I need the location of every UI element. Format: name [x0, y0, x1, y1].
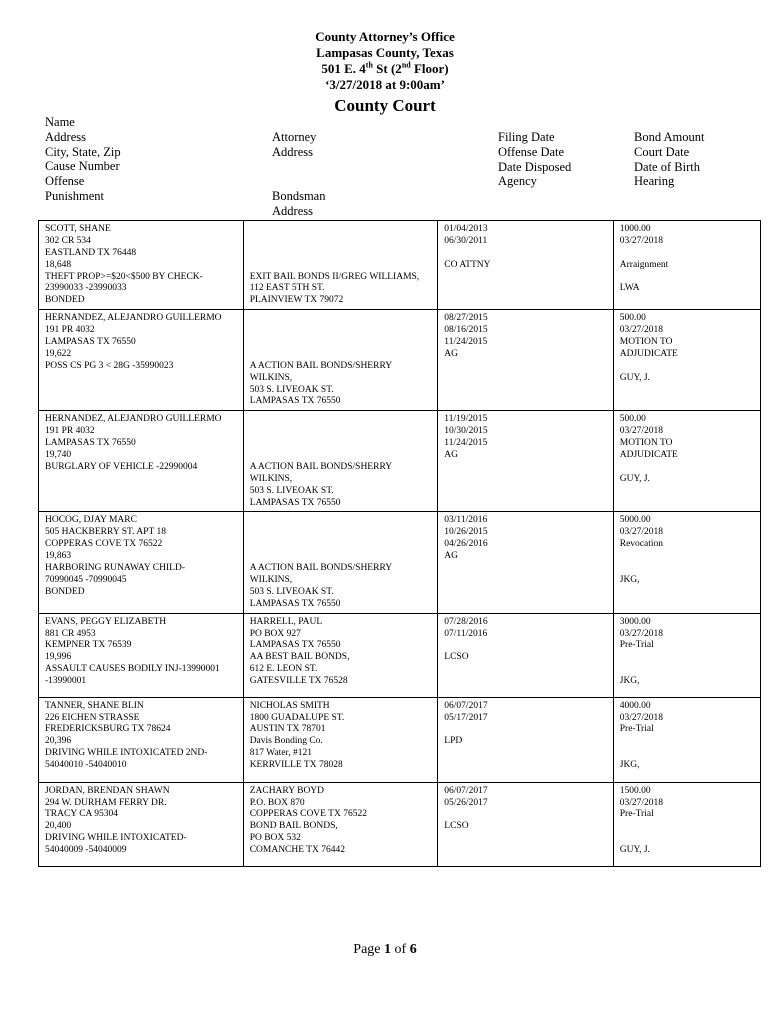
cell-line: P.O. BOX 870 [249, 797, 305, 808]
cell-line: ASSAULT CAUSES BODILY INJ-13990001 [45, 664, 220, 675]
legend-label: Filing Date [498, 130, 555, 144]
cell-line [250, 337, 432, 349]
cell-line: PO BOX 927 [249, 628, 301, 639]
defendant-cell [39, 310, 244, 411]
cell-line: COPPERAS COVE TX 76522 [45, 539, 163, 550]
cell-line: ADJUDICATE [619, 450, 678, 461]
legend-col2 [272, 130, 325, 219]
dates-agency-cell [438, 613, 613, 697]
cell-line: 06/07/2017 [444, 785, 488, 796]
legend-label: Court Date [634, 144, 690, 159]
cell-line [250, 260, 432, 272]
cell-line [250, 313, 432, 325]
table-row [39, 782, 761, 866]
cell-line: TANNER, SHANE BLIN [45, 700, 144, 711]
dates-agency-cell [438, 782, 613, 866]
court-title: County Court [334, 96, 436, 115]
office-address [0, 61, 770, 77]
cell-line: AA BEST BAIL BONDS, [249, 652, 350, 663]
cell-line: 04/26/2016 [444, 539, 488, 550]
cell-line: AUSTIN TX 78701 [249, 724, 326, 735]
cell-line: MOTION TO [619, 438, 673, 449]
bond-court-cell [613, 411, 760, 512]
cell-line: 817 Water, #121 [249, 748, 312, 759]
cell-line: LCSO [444, 652, 469, 663]
attorney-bondsman-cell [243, 310, 438, 411]
cell-line: LAMPASAS TX 76550 [249, 598, 341, 609]
cell-line: JKG, [619, 760, 640, 771]
cell-line [250, 515, 432, 527]
legend-col4 [634, 130, 705, 189]
bond-court-cell [613, 613, 760, 697]
cell-line: A ACTION BAIL BONDS/SHERRY [249, 360, 393, 371]
cell-line: DRIVING WHILE INTOXICATED- [45, 833, 187, 844]
county-name: Lampasas County, Texas [316, 45, 454, 60]
defendant-cell [39, 221, 244, 310]
cell-line: Davis Bonding Co. [249, 736, 323, 747]
cell-line: CO ATTNY [444, 259, 491, 270]
table-row [39, 697, 761, 782]
cell-line: 10/30/2015 [444, 426, 488, 437]
cell-line: MOTION TO [619, 337, 673, 348]
cell-line: 5000.00 [619, 515, 651, 526]
cell-line: 20,396 [45, 736, 72, 747]
defendant-cell [39, 512, 244, 613]
legend-col1 [45, 115, 121, 204]
cell-line [444, 724, 606, 736]
cell-line [250, 539, 432, 551]
cell-line [444, 248, 606, 260]
address-sup1: th [365, 60, 373, 70]
cell-line: 18,648 [45, 259, 72, 270]
cell-line: 03/27/2018 [619, 628, 664, 639]
legend-label: Name [45, 115, 75, 129]
cell-line: 112 EAST 5TH ST. [249, 283, 325, 294]
cell-line: FREDERICKSBURG TX 78624 [45, 724, 171, 735]
dates-agency-cell [438, 221, 613, 310]
legend-label: Date of Birth [634, 159, 700, 174]
cell-line: PO BOX 532 [249, 833, 301, 844]
cell-line: TRACY CA 95304 [45, 809, 119, 820]
cell-line: HARBORING RUNAWAY CHILD- [45, 563, 185, 574]
cell-line: 06/07/2017 [444, 700, 488, 711]
cell-line [620, 833, 754, 845]
cell-line: AG [444, 450, 459, 461]
cell-line: 07/28/2016 [444, 616, 488, 627]
cell-line: 08/16/2015 [444, 325, 488, 336]
legend-label [272, 174, 325, 189]
cell-line: BONDED [45, 586, 85, 597]
cell-line: Pre-Trial [619, 809, 654, 820]
cell-line: 03/27/2018 [619, 797, 664, 808]
cell-line: 54040010 -54040010 [45, 760, 127, 771]
attorney-bondsman-cell [243, 512, 438, 613]
cell-line [250, 426, 432, 438]
cell-line: 08/27/2015 [444, 313, 488, 324]
cell-line: 1000.00 [619, 224, 651, 234]
cell-line [250, 325, 432, 337]
cell-line: 4000.00 [619, 700, 651, 711]
cell-line [250, 551, 432, 563]
address-mid: St (2 [372, 61, 402, 76]
cell-line [250, 248, 432, 260]
cell-line: Pre-Trial [619, 724, 654, 735]
cell-line: 23990033 -23990033 [45, 283, 127, 294]
cell-line: 500.00 [619, 313, 646, 324]
cell-line: GATESVILLE TX 76528 [249, 676, 348, 687]
office-title: County Attorney’s Office [315, 29, 455, 44]
cell-line: 503 S. LIVEOAK ST. [249, 384, 334, 395]
legend-label: Bondsman [272, 189, 326, 204]
dates-agency-cell [438, 411, 613, 512]
cell-line [250, 349, 432, 361]
attorney-bondsman-cell [243, 411, 438, 512]
cell-line [620, 821, 754, 833]
docket-datetime: ‘3/27/2018 at 9:00am’ [325, 77, 445, 92]
cell-line [620, 272, 754, 284]
cell-line: DRIVING WHILE INTOXICATED 2ND- [45, 748, 208, 759]
legend-label: Address [45, 129, 86, 144]
cell-line: KEMPNER TX 76539 [45, 640, 132, 651]
bond-court-cell [613, 697, 760, 782]
cell-line: COMANCHE TX 76442 [249, 845, 346, 856]
cell-line: ZACHARY BOYD [249, 785, 325, 796]
cell-line [620, 462, 754, 474]
address-suffix: Floor) [410, 61, 449, 76]
cell-line: JORDAN, BRENDAN SHAWN [45, 785, 170, 796]
of-word: of [394, 942, 407, 957]
cell-line: 07/11/2016 [444, 628, 488, 639]
legend-label: Address [272, 203, 313, 218]
legend-label: Offense Date [498, 144, 565, 159]
cell-line: WILKINS, [249, 372, 293, 383]
cell-line: LAMPASAS TX 76550 [249, 497, 341, 508]
cell-line: 503 S. LIVEOAK ST. [249, 586, 334, 597]
defendant-cell [39, 411, 244, 512]
page-footer [0, 942, 770, 958]
legend-label: Cause Number [45, 159, 120, 174]
cell-line: LAMPASAS TX 76550 [249, 640, 341, 651]
cell-line [620, 248, 754, 260]
cell-line [250, 438, 432, 450]
cell-line: 302 CR 534 [45, 235, 91, 246]
cell-line [620, 551, 754, 563]
cell-line: 19,622 [45, 348, 72, 359]
page-total: 6 [409, 942, 417, 957]
table-row [39, 310, 761, 411]
legend-label: City, State, Zip [45, 144, 121, 159]
cell-line: ADJUDICATE [619, 348, 678, 359]
cell-line: 19,996 [45, 652, 72, 663]
cell-line: Revocation [619, 539, 664, 550]
address-sup2: nd [401, 60, 411, 70]
cell-line: LAMPASAS TX 76550 [249, 396, 341, 407]
bond-court-cell [613, 512, 760, 613]
legend-label: Address [272, 144, 313, 159]
cell-line: AG [444, 348, 459, 359]
bond-court-cell [613, 310, 760, 411]
cell-line: GUY, J. [619, 473, 650, 484]
cell-line [620, 563, 754, 575]
bond-court-cell [613, 782, 760, 866]
cell-line: JKG, [619, 574, 640, 585]
cell-line: EVANS, PEGGY ELIZABETH [45, 616, 167, 627]
cell-line: 03/11/2016 [444, 515, 488, 526]
defendant-cell [39, 697, 244, 782]
cell-line [620, 664, 754, 676]
table-row [39, 613, 761, 697]
dates-agency-cell [438, 310, 613, 411]
dates-agency-cell [438, 697, 613, 782]
cell-line: 226 EICHEN STRASSE [45, 712, 140, 723]
cell-line: SCOTT, SHANE [45, 224, 111, 234]
cell-line: 06/30/2011 [444, 235, 488, 246]
cell-line: 612 E. LEON ST. [249, 664, 318, 675]
cell-line: BOND BAIL BONDS, [249, 821, 338, 832]
cell-line: 11/24/2015 [444, 337, 488, 348]
cell-line: EASTLAND TX 76448 [45, 247, 137, 258]
cell-line: 191 PR 4032 [45, 325, 95, 336]
cell-line: BONDED [45, 295, 85, 306]
cell-line: GUY, J. [619, 845, 650, 856]
cell-line: POSS CS PG 3 < 28G -35990023 [45, 360, 174, 371]
cell-line: COPPERAS COVE TX 76522 [249, 809, 367, 820]
legend-label [272, 160, 325, 175]
cell-line [444, 809, 606, 821]
cell-line: GUY, J. [619, 372, 650, 383]
cell-line [250, 527, 432, 539]
cell-line: 505 HACKBERRY ST. APT 18 [45, 527, 166, 538]
cell-line: HOCOG, DJAY MARC [45, 515, 137, 526]
cell-line [620, 652, 754, 664]
table-row [39, 512, 761, 613]
cell-line [620, 361, 754, 373]
cell-line: HERNANDEZ, ALEJANDRO GUILLERMO [45, 313, 222, 324]
table-row [39, 221, 761, 310]
cell-line [620, 748, 754, 760]
cell-line: 03/27/2018 [619, 235, 664, 246]
cell-line: 19,740 [45, 450, 72, 461]
cell-line [250, 236, 432, 248]
cell-line [250, 414, 432, 426]
cell-line: AG [444, 551, 459, 562]
table-row [39, 411, 761, 512]
cell-line: 881 CR 4953 [45, 628, 96, 639]
attorney-bondsman-cell [243, 697, 438, 782]
cell-line: A ACTION BAIL BONDS/SHERRY [249, 461, 393, 472]
cell-line: 1800 GUADALUPE ST. [249, 712, 345, 723]
address-prefix: 501 E. 4 [321, 61, 366, 76]
cell-line: 503 S. LIVEOAK ST. [249, 485, 334, 496]
cell-line: BURGLARY OF VEHICLE -22990004 [45, 461, 198, 472]
cell-line: 10/26/2015 [444, 527, 488, 538]
cell-line: 19,863 [45, 551, 72, 562]
dates-agency-cell [438, 512, 613, 613]
defendant-cell [39, 613, 244, 697]
cell-line: 70990045 -70990045 [45, 574, 127, 585]
cell-line: 11/24/2015 [444, 438, 488, 449]
cell-line: 03/27/2018 [619, 527, 664, 538]
cell-line: A ACTION BAIL BONDS/SHERRY [249, 563, 393, 574]
legend-label: Agency [498, 174, 537, 189]
cell-line: EXIT BAIL BONDS II/GREG WILLIAMS, [249, 271, 420, 282]
page-number: 1 [384, 942, 392, 957]
cell-line: 500.00 [619, 414, 646, 425]
cell-line: JKG, [619, 676, 640, 687]
cell-line [620, 736, 754, 748]
cell-line: LPD [444, 736, 463, 747]
attorney-bondsman-cell [243, 221, 438, 310]
cell-line: WILKINS, [249, 473, 293, 484]
legend-label: Hearing [634, 174, 675, 189]
legend-label: Punishment [45, 188, 105, 203]
cell-line: 191 PR 4032 [45, 426, 95, 437]
cell-line: 01/04/2013 [444, 224, 488, 234]
legend-label: Bond Amount [634, 130, 705, 144]
attorney-bondsman-cell [243, 782, 438, 866]
cell-line: LCSO [444, 821, 469, 832]
cell-line: 05/26/2017 [444, 797, 488, 808]
cell-line: -13990001 [45, 676, 87, 687]
cell-line: 11/19/2015 [444, 414, 488, 425]
cell-line: 03/27/2018 [619, 426, 664, 437]
legend-label: Offense [45, 174, 85, 189]
cell-line: 1500.00 [619, 785, 651, 796]
cell-line [250, 450, 432, 462]
cell-line: PLAINVIEW TX 79072 [249, 295, 344, 306]
cell-line: 54040009 -54040009 [45, 845, 127, 856]
cell-line: THEFT PROP>=$20<$500 BY CHECK- [45, 271, 203, 282]
cell-line: KERRVILLE TX 78028 [249, 760, 343, 771]
page-word: Page [353, 942, 381, 957]
cell-line [250, 224, 432, 236]
cell-line: 294 W. DURHAM FERRY DR. [45, 797, 167, 808]
cell-line: 03/27/2018 [619, 712, 664, 723]
cell-line: LWA [619, 283, 640, 294]
cell-line: NICHOLAS SMITH [249, 700, 330, 711]
cell-line: Pre-Trial [619, 640, 654, 651]
cell-line: Arraignment [619, 259, 669, 270]
cell-line: 3000.00 [619, 616, 651, 627]
cell-line: 20,400 [45, 821, 72, 832]
legend-label: Date Disposed [498, 159, 572, 174]
cell-line: HERNANDEZ, ALEJANDRO GUILLERMO [45, 414, 222, 425]
cell-line [444, 640, 606, 652]
cell-line: LAMPASAS TX 76550 [45, 438, 136, 449]
bond-court-cell [613, 221, 760, 310]
legend-label: Attorney [272, 130, 317, 144]
cell-line: WILKINS, [249, 574, 293, 585]
cell-line: HARRELL, PAUL [249, 616, 323, 627]
docket-table [38, 220, 761, 867]
defendant-cell [39, 782, 244, 866]
cell-line: LAMPASAS TX 76550 [45, 337, 136, 348]
legend-col3 [498, 130, 571, 189]
attorney-bondsman-cell [243, 613, 438, 697]
cell-line: 05/17/2017 [444, 712, 488, 723]
cell-line: 03/27/2018 [619, 325, 664, 336]
